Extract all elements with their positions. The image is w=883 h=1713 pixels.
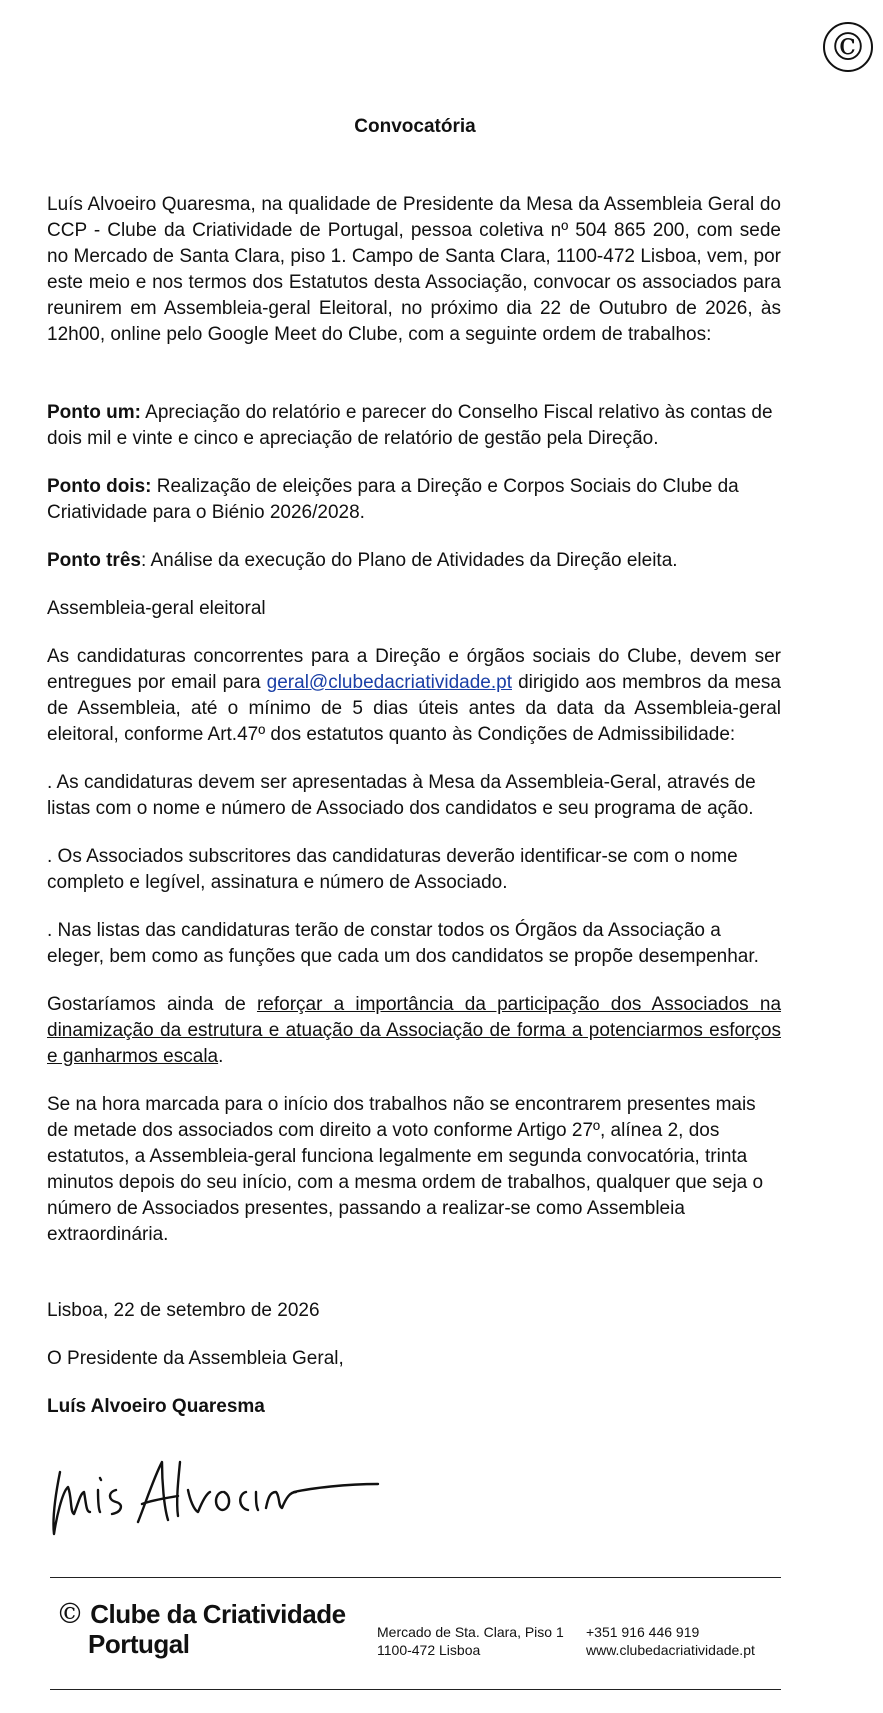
condition-item: . Os Associados subscritores das candidaturas deverão identificar-se com o nome completo e legível, assinatura e número de Associado.	[47, 846, 738, 893]
condition-item: . As candidaturas devem ser apresentadas à Mesa da Assembleia-Geral, através de listas com o nome e número de Associado dos candidatos e seu programa de ação.	[47, 772, 756, 819]
document-title: Convocatória	[354, 116, 476, 137]
agenda-point-two	[47, 474, 781, 526]
footer-website[interactable]: www.clubedacriatividade.pt	[586, 1642, 755, 1658]
quorum-paragraph: Se na hora marcada para o início dos trabalhos não se encontrarem presentes mais de metade dos associados com direito a voto conforme Artigo 27º, alínea 2, dos estatutos, a Assembleia-geral funciona legalmente em segunda convocatória, trinta minutos depois do seu início, com a mesma ordem de trabalhos, qualquer que seja o número de Associados presentes, passando a realizar-se como Assembleia extraordinária.	[47, 1094, 764, 1245]
document-body	[47, 192, 781, 1420]
copyright-logo-icon: ©	[823, 22, 873, 72]
agenda-point-three	[47, 548, 781, 574]
intro-paragraph: Luís Alvoeiro Quaresma, na qualidade de Presidente da Mesa da Assembleia Geral do CCP - Clube da Criatividade de Portugal, pessoa coletiva nº 504 865 200, com sede no Mercado de Santa Clara, piso 1. Campo de Santa Clara, 1100-472 Lisboa, vem, por este meio e nos termos dos Estatutos desta Associação, convocar os associados para reunirem em Assembleia-geral Eleitoral, no próximo dia 22 de Outubro de 2026, às 12h00, online pelo Google Meet do Clube, com a seguinte ordem de trabalhos:	[47, 194, 781, 345]
signatory-role: O Presidente da Assembleia Geral,	[47, 1348, 344, 1369]
point-label: Ponto um:	[47, 402, 141, 423]
footer-brand-logo: © Clube da Criatividade Portugal	[56, 1597, 346, 1659]
footer-address: Mercado de Sta. Clara, Piso 1 1100-472 Lisboa	[377, 1624, 564, 1658]
point-label: Ponto dois:	[47, 476, 152, 497]
section-heading: Assembleia-geral eleitoral	[47, 598, 266, 619]
copyright-icon: ©	[56, 1597, 84, 1630]
reinforce-paragraph: Gostaríamos ainda de reforçar a importância da participação dos Associados na dinamização da estrutura e atuação da Associação de forma a potenciarmos esforços e ganharmos escala.	[47, 994, 782, 1067]
point-label: Ponto três	[47, 550, 141, 571]
point-text: : Análise da execução do Plano de Atividades da Direção eleita.	[140, 550, 678, 571]
point-text: Realização de eleições para a Direção e Corpos Sociais do Clube da Criatividade para o Biénio 2026/2028.	[47, 476, 739, 523]
signatory-name: Luís Alvoeiro Quaresma	[47, 1396, 265, 1417]
footer-contact	[586, 1623, 755, 1659]
candidaturas-paragraph: As candidaturas concorrentes para a Direção e órgãos sociais do Clube, devem ser entregues por email para geral@clubedacriatividade.pt dirigido aos membros da mesa de Assembleia, até o mínimo de 5 dias úteis antes da data da Assembleia-geral eleitoral, conforme Art.47º dos estatutos quanto às Condições de Admissibilidade:	[47, 646, 781, 745]
place-date: Lisboa, 22 de setembro de 2026	[47, 1300, 320, 1321]
email-link[interactable]: geral@clubedacriatividade.pt	[266, 672, 512, 693]
condition-item: . Nas listas das candidaturas terão de constar todos os Órgãos da Associação a eleger, bem como as funções que cada um dos candidatos se propõe desempenhar.	[47, 920, 759, 967]
agenda-point-one	[47, 400, 781, 452]
footer-bottom-divider	[50, 1689, 781, 1690]
footer-top-divider	[50, 1577, 781, 1578]
point-text: Apreciação do relatório e parecer do Conselho Fiscal relativo às contas de dois mil e vinte e cinco e apreciação de relatório de gestão pela Direção.	[47, 402, 773, 449]
footer-phone: +351 916 446 919	[586, 1624, 700, 1640]
handwritten-signature	[50, 1452, 380, 1542]
underlined-text: reforçar a importância da participação dos Associados na dinamização da estrutura e atuação da Associação de forma a potenciarmos esforços e ganharmos escala	[47, 994, 782, 1067]
